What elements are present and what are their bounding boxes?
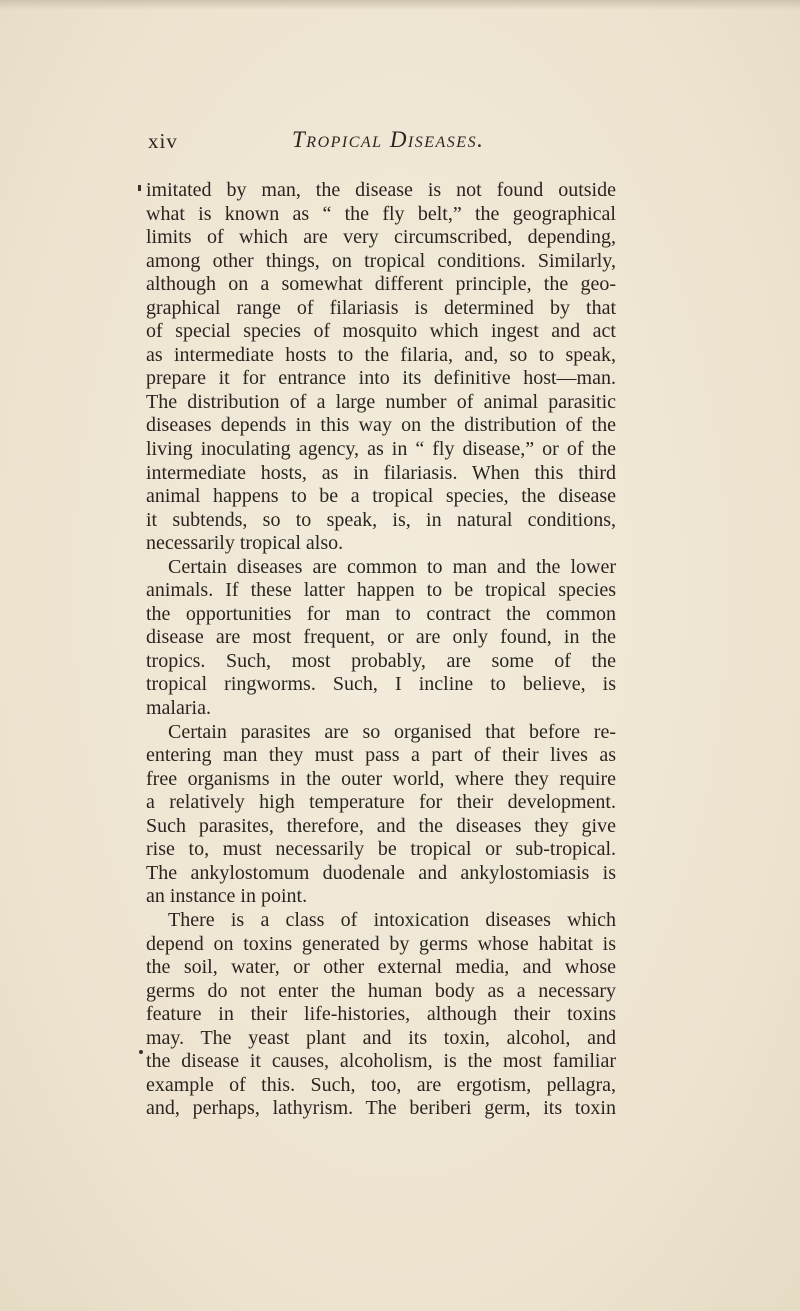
page-number: xiv	[148, 129, 178, 153]
text-line: the disease it causes, alcoholism, is the most familiar	[146, 1050, 616, 1073]
text-line: tropical ringworms. Such, I incline to believe, is	[146, 673, 616, 696]
page-top-edge	[0, 0, 800, 10]
text-line: germs do not enter the human body as a necessary	[146, 979, 616, 1002]
text-line: Certain parasites are so organised that before re-	[168, 720, 616, 743]
text-line: graphical range of filariasis is determined by that	[146, 296, 616, 319]
page-header	[0, 129, 800, 159]
text-line: may. The yeast plant and its toxin, alcohol, and	[146, 1026, 616, 1049]
text-line: the opportunities for man to contract the common	[146, 602, 616, 625]
text-line: an instance in point.	[146, 885, 308, 908]
text-line: feature in their life-histories, although their toxins	[146, 1003, 616, 1026]
text-line: malaria.	[146, 697, 211, 720]
text-line: necessarily tropical also.	[146, 532, 344, 555]
running-title: Tropical Diseases.	[292, 127, 485, 152]
text-line: animals. If these latter happen to be tropical species	[146, 579, 616, 602]
text-line: what is known as “ the fly belt,” the geographical	[146, 202, 616, 225]
text-line: diseases depends in this way on the distribution of the	[146, 414, 616, 437]
text-line: among other things, on tropical conditions. Similarly,	[146, 249, 616, 272]
text-line: and, perhaps, lathyrism. The beriberi germ, its toxin	[146, 1097, 616, 1120]
text-line: rise to, must necessarily be tropical or sub-tropical.	[146, 838, 616, 861]
text-line: Certain diseases are common to man and the lower	[168, 555, 616, 578]
text-line: Such parasites, therefore, and the diseases they give	[146, 814, 616, 837]
text-line: free organisms in the outer world, where they require	[146, 767, 616, 790]
text-line: example of this. Such, too, are ergotism, pellagra,	[146, 1073, 616, 1096]
text-line: The ankylostomum duodenale and ankylostomiasis is	[146, 861, 616, 884]
text-line: a relatively high temperature for their development.	[146, 791, 616, 814]
text-line: of special species of mosquito which ingest and act	[146, 320, 616, 343]
body-text	[146, 179, 616, 1121]
text-line: the soil, water, or other external media, and whose	[146, 956, 616, 979]
text-line: living inoculating agency, as in “ fly disease,” or of the	[146, 438, 616, 461]
text-line: intermediate hosts, as in filariasis. When this third	[146, 461, 616, 484]
text-line: The distribution of a large number of animal parasitic	[146, 390, 616, 413]
margin-mark	[138, 185, 141, 191]
text-line: as intermediate hosts to the filaria, and, so to speak,	[146, 343, 616, 366]
text-line: depend on toxins generated by germs whose habitat is	[146, 932, 616, 955]
text-line: prepare it for entrance into its definitive host—man.	[146, 367, 616, 390]
margin-dot	[139, 1050, 143, 1054]
text-line: disease are most frequent, or are only found, in the	[146, 626, 616, 649]
text-line: animal happens to be a tropical species, the disease	[146, 485, 616, 508]
text-line: entering man they must pass a part of their lives as	[146, 744, 616, 767]
text-line: although on a somewhat different principle, the geo-	[146, 273, 616, 296]
text-line: imitated by man, the disease is not found outside	[146, 179, 616, 201]
text-line: There is a class of intoxication diseases which	[168, 908, 616, 931]
text-line: it subtends, so to speak, is, in natural conditions,	[146, 508, 616, 531]
text-line: limits of which are very circumscribed, depending,	[146, 226, 616, 249]
text-line: tropics. Such, most probably, are some of the	[146, 649, 616, 672]
